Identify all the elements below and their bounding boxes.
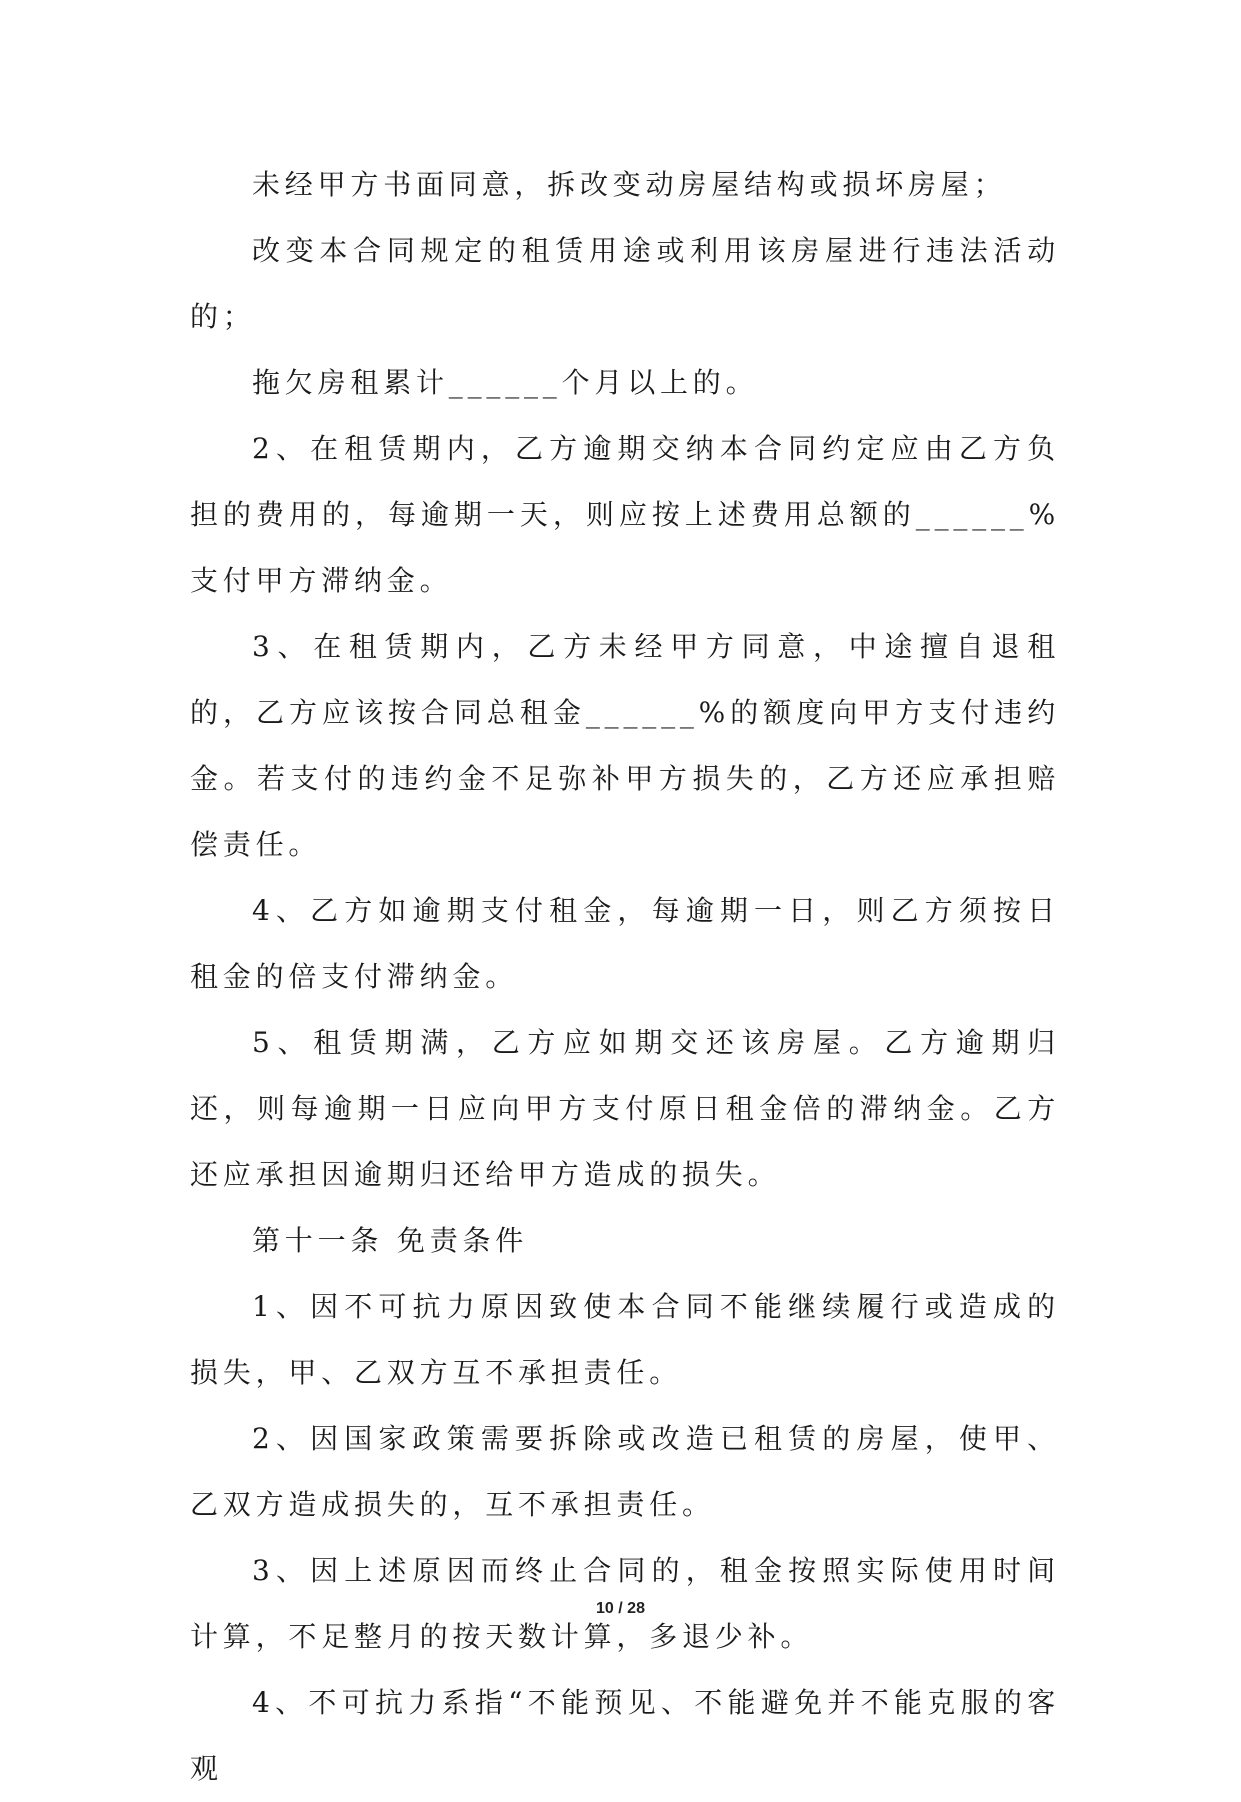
clause-paragraph: 2、在租赁期内，乙方逾期交纳本合同约定应由乙方负担的费用的，每逾期一天，则应按上述费用总额的______%支付甲方滞纳金。 <box>190 432 1060 597</box>
clause-paragraph: 未经甲方书面同意，拆改变动房屋结构或损坏房屋； <box>252 168 1007 201</box>
clause-paragraph: 5、租赁期满，乙方应如期交还该房屋。乙方逾期归还，则每逾期一日应向甲方支付原日租金倍的滞纳金。乙方还应承担因逾期归还给甲方造成的损失。 <box>190 1026 1060 1191</box>
document-body <box>190 152 1060 1802</box>
clause-paragraph: 拖欠房租累计______个月以上的。 <box>252 366 759 399</box>
clause-paragraph: 3、因上述原因而终止合同的，租金按照实际使用时间计算，不足整月的按天数计算，多退少补。 <box>190 1554 1060 1653</box>
clause-paragraph: 2、因国家政策需要拆除或改造已租赁的房屋，使甲、乙双方造成损失的，互不承担责任。 <box>190 1422 1060 1521</box>
clause-paragraph: 4、不可抗力系指“不能预见、不能避免并不能克服的客观 <box>190 1686 1060 1785</box>
clause-paragraph: 3、在租赁期内，乙方未经甲方同意，中途擅自退租的，乙方应该按合同总租金______%的额度向甲方支付违约金。若支付的违约金不足弥补甲方损失的，乙方还应承担赔偿责任。 <box>190 630 1060 861</box>
clause-paragraph: 4、乙方如逾期支付租金，每逾期一日，则乙方须按日租金的倍支付滞纳金。 <box>190 894 1060 993</box>
clause-paragraph: 1、因不可抗力原因致使本合同不能继续履行或造成的损失，甲、乙双方互不承担责任。 <box>190 1290 1060 1389</box>
page-number: 10 / 28 <box>596 1600 645 1617</box>
clause-paragraph: 改变本合同规定的租赁用途或利用该房屋进行违法活动的； <box>190 234 1060 333</box>
section-heading: 第十一条 免责条件 <box>252 1224 529 1257</box>
